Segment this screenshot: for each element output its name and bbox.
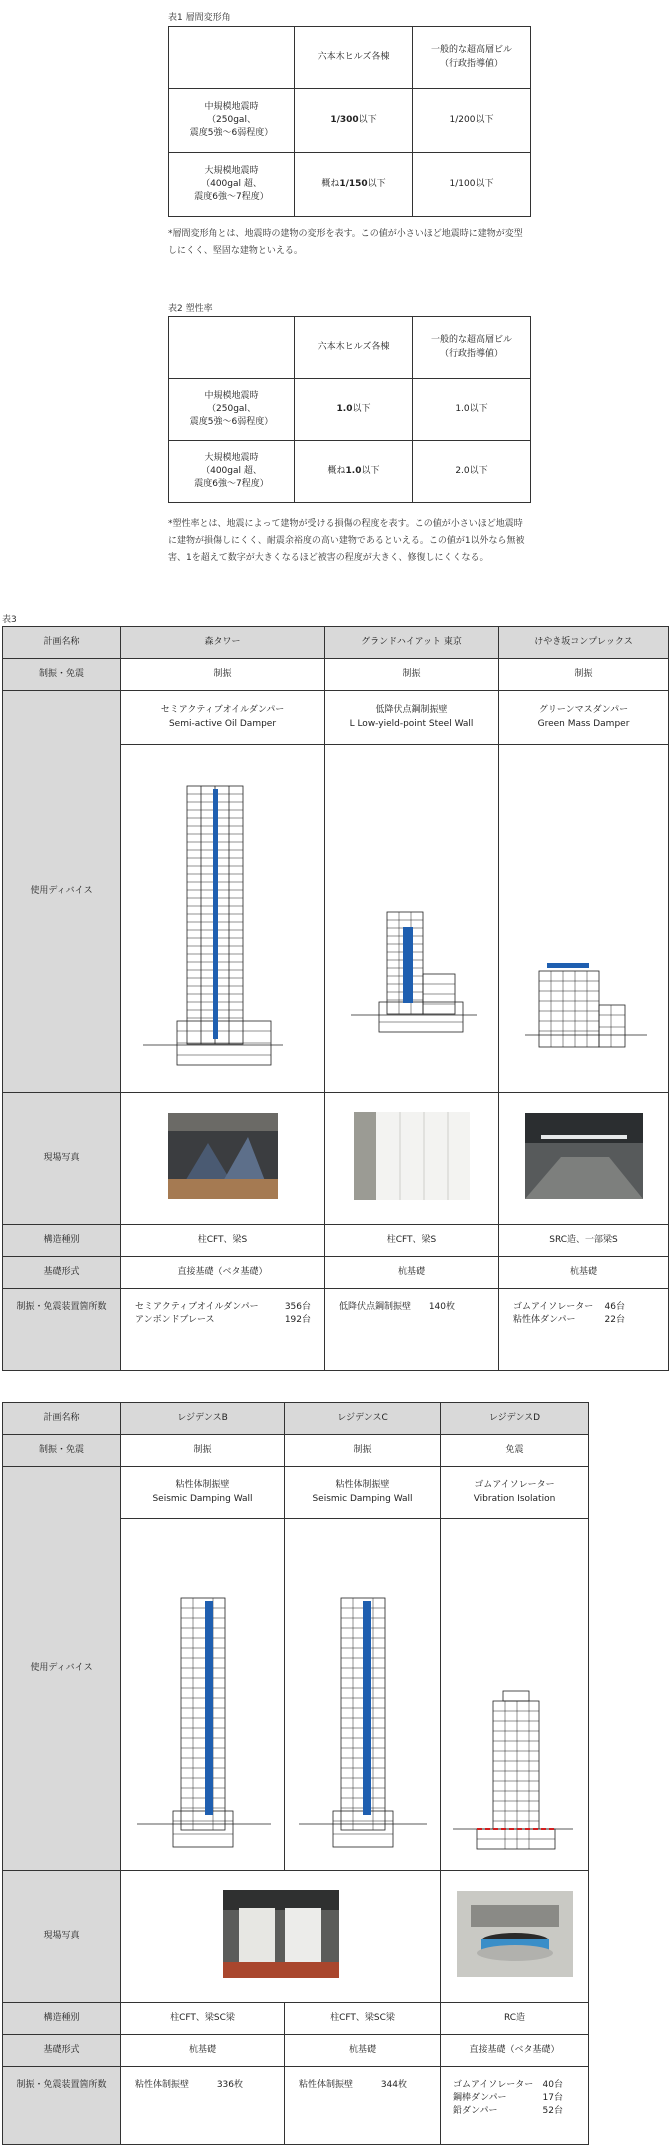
device-name: グリーンマスダンパー Green Mass Damper (499, 691, 669, 745)
foundation-type: 杭基礎 (325, 1257, 499, 1289)
control-type: 制振 (121, 659, 325, 691)
table3-caption: 表3 (2, 615, 17, 625)
row-label-type: 制振・免震 (3, 1435, 121, 1467)
device-name: 低降伏点鋼制振壁 L Low-yield-point Steel Wall (325, 691, 499, 745)
project-name: けやき坂コンプレックス (499, 627, 669, 659)
device-name: セミアクティブオイルダンパー Semi-active Oil Damper (121, 691, 325, 745)
residence-c-diagram (285, 1519, 441, 1871)
table2-note: *塑性率とは、地震によって建物が受ける損傷の程度を表す。この値が小さいほど地震時に建物が損傷しにくく、耐震余裕度の高い建物であるといえる。この値が1以外なら無被害、1を超えて数字が大きくなるほど被害の程度が大きく、修復しにくくなる。 (168, 519, 525, 564)
table3 (2, 626, 669, 1371)
table2-row-label: 中規模地震時 （250gal、 震度5強〜6弱程度） (169, 379, 295, 441)
mori-tower-diagram (121, 745, 325, 1093)
table1-corner (169, 27, 295, 89)
table1-cell: 1/100以下 (413, 153, 531, 217)
building-elevation-diagram (287, 1523, 439, 1867)
table2-cell: 1.0以下 (295, 379, 413, 441)
table2-cell: 概ね1.0以下 (295, 441, 413, 503)
project-name: グランドハイアット 東京 (325, 627, 499, 659)
foundation-type: 杭基礎 (499, 1257, 669, 1289)
table2-caption: 表2 塑性率 (168, 304, 213, 314)
residence-b-diagram (121, 1519, 285, 1871)
control-type: 制振 (285, 1435, 441, 1467)
table1-row-label: 中規模地震時 （250gal、 震度5強〜6弱程度） (169, 89, 295, 153)
row-label-structure: 構造種別 (3, 2003, 121, 2035)
device-count-cell: 低降伏点鋼制振壁 140枚 (325, 1289, 499, 1371)
building-elevation-diagram (443, 1523, 587, 1867)
row-label-device: 使用ディバイス (3, 1467, 121, 1871)
project-name: 森タワー (121, 627, 325, 659)
control-type: 制振 (499, 659, 669, 691)
project-name: レジデンスB (121, 1403, 285, 1435)
site-photo-cell (325, 1093, 499, 1225)
device-count-cell: セミアクティブオイルダンパー 356台 アンボンドブレース 192台 (121, 1289, 325, 1371)
row-label-structure: 構造種別 (3, 1225, 121, 1257)
building-elevation-diagram (501, 749, 667, 1089)
structure-type: 柱CFT、梁S (325, 1225, 499, 1257)
structure-type: SRC造、一部梁S (499, 1225, 669, 1257)
table2-cell: 1.0以下 (413, 379, 531, 441)
table1-col-header: 六本木ヒルズ各棟 (295, 27, 413, 89)
device-count-cell: 粘性体制振壁 344枚 (285, 2067, 441, 2145)
device-count-cell: ゴムアイソレーター 40台 鋼棒ダンパー 17台 鉛ダンパー 52台 (441, 2067, 589, 2145)
table1-note: *層間変形角とは、地震時の建物の変形を表す。この値が小さいほど地震時に建物が変型しにくく、堅固な建物といえる。 (168, 229, 523, 257)
foundation-type: 杭基礎 (121, 2035, 285, 2067)
row-label-count: 制振・免震装置箇所数 (3, 1289, 121, 1371)
table2-corner (169, 317, 295, 379)
device-count-cell: ゴムアイソレーター 46台 粘性体ダンパー 22台 (499, 1289, 669, 1371)
row-label-photo: 現場写真 (3, 1093, 121, 1225)
table1-caption: 表1 層間変形角 (168, 13, 231, 23)
grand-hyatt-diagram (325, 745, 499, 1093)
site-photo-cell (121, 1093, 325, 1225)
table2-row-label: 大規模地震時 （400gal 超、 震度6強〜7程度） (169, 441, 295, 503)
table2-cell: 2.0以下 (413, 441, 531, 503)
site-photo-cell (499, 1093, 669, 1225)
device-name: ゴムアイソレーター Vibration Isolation (441, 1467, 589, 1519)
table1 (168, 26, 531, 217)
foundation-type: 杭基礎 (285, 2035, 441, 2067)
row-label-foundation: 基礎形式 (3, 2035, 121, 2067)
row-label-foundation: 基礎形式 (3, 1257, 121, 1289)
structure-type: 柱CFT、梁S (121, 1225, 325, 1257)
control-type: 制振 (121, 1435, 285, 1467)
keyakizaka-diagram (499, 745, 669, 1093)
building-elevation-diagram (123, 1523, 283, 1867)
row-label-plan: 計画名称 (3, 1403, 121, 1435)
project-name: レジデンスC (285, 1403, 441, 1435)
structure-type: 柱CFT、梁SC梁 (121, 2003, 285, 2035)
row-label-device: 使用ディバイス (3, 691, 121, 1093)
table1-cell: 1/300以下 (295, 89, 413, 153)
site-photo-image (525, 1113, 643, 1199)
row-label-photo: 現場写真 (3, 1871, 121, 2003)
row-label-plan: 計画名称 (3, 627, 121, 659)
building-elevation-diagram (327, 749, 497, 1089)
table2 (168, 316, 531, 503)
table4 (2, 1402, 589, 2145)
row-label-type: 制振・免震 (3, 659, 121, 691)
project-name: レジデンスD (441, 1403, 589, 1435)
residence-d-diagram (441, 1519, 589, 1871)
table1-col-header: 一般的な超高層ビル （行政指導値） (413, 27, 531, 89)
table1-row-label: 大規模地震時 （400gal 超、 震度6強〜7程度） (169, 153, 295, 217)
device-name: 粘性体制振壁 Seismic Damping Wall (121, 1467, 285, 1519)
foundation-type: 直接基礎（ベタ基礎） (121, 1257, 325, 1289)
table1-cell: 1/200以下 (413, 89, 531, 153)
control-type: 制振 (325, 659, 499, 691)
device-name: 粘性体制振壁 Seismic Damping Wall (285, 1467, 441, 1519)
device-count-cell: 粘性体制振壁 336枚 (121, 2067, 285, 2145)
building-elevation-diagram (123, 749, 323, 1089)
site-photo-cell (441, 1871, 589, 2003)
site-photo-image (168, 1113, 278, 1199)
table1-cell: 概ね1/150以下 (295, 153, 413, 217)
table2-col-header: 一般的な超高層ビル （行政指導値） (413, 317, 531, 379)
structure-type: RC造 (441, 2003, 589, 2035)
foundation-type: 直接基礎（ベタ基礎） (441, 2035, 589, 2067)
site-photo-cell (121, 1871, 441, 2003)
site-photo-image (354, 1112, 470, 1200)
site-photo-image (457, 1891, 573, 1977)
site-photo-image (223, 1890, 339, 1978)
row-label-count: 制振・免震装置箇所数 (3, 2067, 121, 2145)
control-type: 免震 (441, 1435, 589, 1467)
table2-col-header: 六本木ヒルズ各棟 (295, 317, 413, 379)
structure-type: 柱CFT、梁SC梁 (285, 2003, 441, 2035)
